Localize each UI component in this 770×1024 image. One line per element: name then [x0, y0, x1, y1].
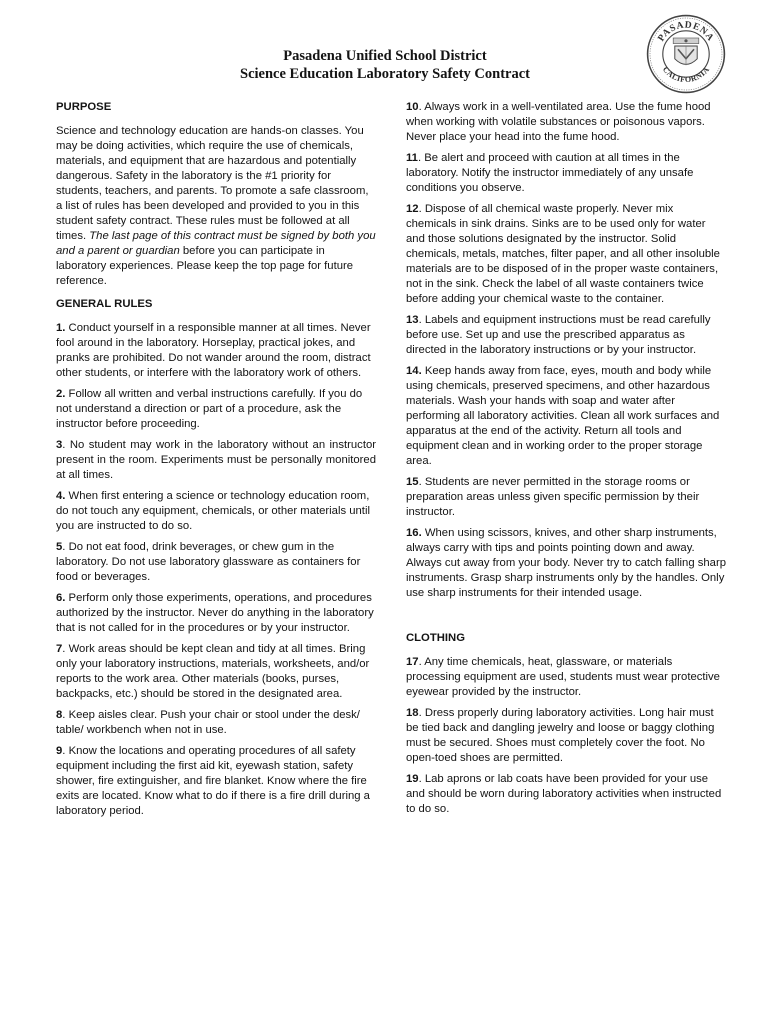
rule-8: 8. Keep aisles clear. Push your chair or stool under the desk/ table/ workbench when not in use. — [56, 709, 360, 736]
rule-18: 18. Dress properly during laboratory activities. Long hair must be tied back and dangling jewelry and loose or baggy clothing must be secured. Shoes must completely cover the foot. No open-toed shoes are permitted. — [406, 707, 715, 764]
rule-13: 13. Labels and equipment instructions must be read carefully before use. Set up and use the prescribed apparatus as directed in the laboratory instructions or by your instructor. — [406, 314, 711, 356]
svg-text:PASADENA: PASADENA — [655, 19, 717, 44]
district-name: Pasadena Unified School District — [283, 48, 487, 64]
right-column — [406, 100, 726, 823]
rule-14: 14. Keep hands away from face, eyes, mouth and body while using chemicals, preserved specimens, and other hazardous materials. Wash your hands with soap and water after performing all laboratory activities. Clean all work surfaces and apparatus at the end of the activity. Return all tools and equipment clean and in working order to the proper storage area. — [406, 365, 720, 467]
rule-19: 19. Lab aprons or lab coats have been provided for your use and should be worn during laboratory activities when instructed to do so. — [406, 773, 722, 815]
rule-16: 16. When using scissors, knives, and other sharp instruments, always carry with tips and points pointing down and away. Always cut away from your body. Never try to catch falling sharp instruments. Grasp sharp instruments only by the handles. Only use sharp instruments for their intended usage. — [406, 527, 726, 599]
clothing-heading: CLOTHING — [406, 632, 465, 644]
purpose-heading: PURPOSE — [56, 101, 112, 113]
document-title: Science Education Laboratory Safety Contract — [240, 66, 530, 82]
rule-6: 6. Perform only those experiments, operations, and procedures authorized by the instructor. Never do anything in the laboratory that is not called for in the procedures or by your instructor. — [56, 592, 374, 634]
rule-5: 5. Do not eat food, drink beverages, or chew gum in the laboratory. Do not use laboratory glassware as containers for food or beverages. — [56, 541, 361, 583]
rule-4: 4. When first entering a science or technology education room, do not touch any equipment, chemicals, or other materials until you are instructed to do so. — [56, 490, 370, 532]
rule-7: 7. Work areas should be kept clean and tidy at all times. Bring only your laboratory instructions, materials, worksheets, and/or reports to the work area. Other materials (books, purses, backpacks, etc.) should be stored in the designated area. — [56, 643, 370, 700]
rule-1: 1. Conduct yourself in a responsible manner at all times. Never fool around in the laboratory. Horseplay, practical jokes, and pranks are prohibited. Do not wander around the room, distract other students, or interfere with the laboratory work of others. — [56, 322, 371, 379]
rule-10: 10. Always work in a well-ventilated area. Use the fume hood when working with volatile substances or poisonous vapors. Never place your head into the fume hood. — [406, 101, 711, 143]
svg-text:CALIFORNIA: CALIFORNIA — [660, 64, 712, 85]
rule-9: 9. Know the locations and operating procedures of all safety equipment including the first aid kit, eyewash station, safety shower, fire extinguisher, and fire blanket. Know where the fire exits are located. Know what to do if there is a fire drill during a laboratory period. — [56, 745, 370, 817]
general-rules-heading: GENERAL RULES — [56, 298, 153, 310]
rule-12: 12. Dispose of all chemical waste properly. Never mix chemicals in sink drains. Sinks are to be used only for water and those solutions designated by the instructor. Solid chemicals, metals, matches, filter paper, and all other insoluble materials are to be disposed of in the proper waste containers, not in the sink. Check the label of all waste containers twice before adding your chemical waste to the container. — [406, 203, 720, 305]
rule-11: 11. Be alert and proceed with caution at all times in the laboratory. Notify the instructor immediately of any unsafe conditions you observe. — [406, 152, 694, 194]
rule-2: 2. Follow all written and verbal instructions carefully. If you do not understand a direction or part of a procedure, ask the instructor before proceeding. — [56, 388, 363, 430]
purpose-paragraph: Science and technology education are hands-on classes. You may be doing activities, which require the use of chemicals, materials, and equipment that are hazardous and potentially dangerous. Safety in the laboratory is the #1 priority for students, teachers, and parents. To promote a safe classroom, a list of rules has been developed and provided to you in this student safety contract. These rules must be followed at all times. The last page of this contract must be signed by both you and a parent or guardian before you can participate in laboratory experiences. Please keep the top page for future reference. — [56, 125, 376, 287]
rule-3: 3. No student may work in the laboratory without an instructor present in the room. Experiments must be personally monitored at all times. — [56, 439, 376, 481]
left-column — [56, 100, 376, 825]
document-header — [0, 47, 770, 83]
rule-17: 17. Any time chemicals, heat, glassware, or materials processing equipment are used, students must wear protective eyewear provided by the instructor. — [406, 656, 720, 698]
signature-requirement: The last page of this contract must be signed by both you and a parent or guardian — [56, 230, 376, 257]
rule-15: 15. Students are never permitted in the storage rooms or preparation areas unless given specific permission by their instructor. — [406, 476, 700, 518]
